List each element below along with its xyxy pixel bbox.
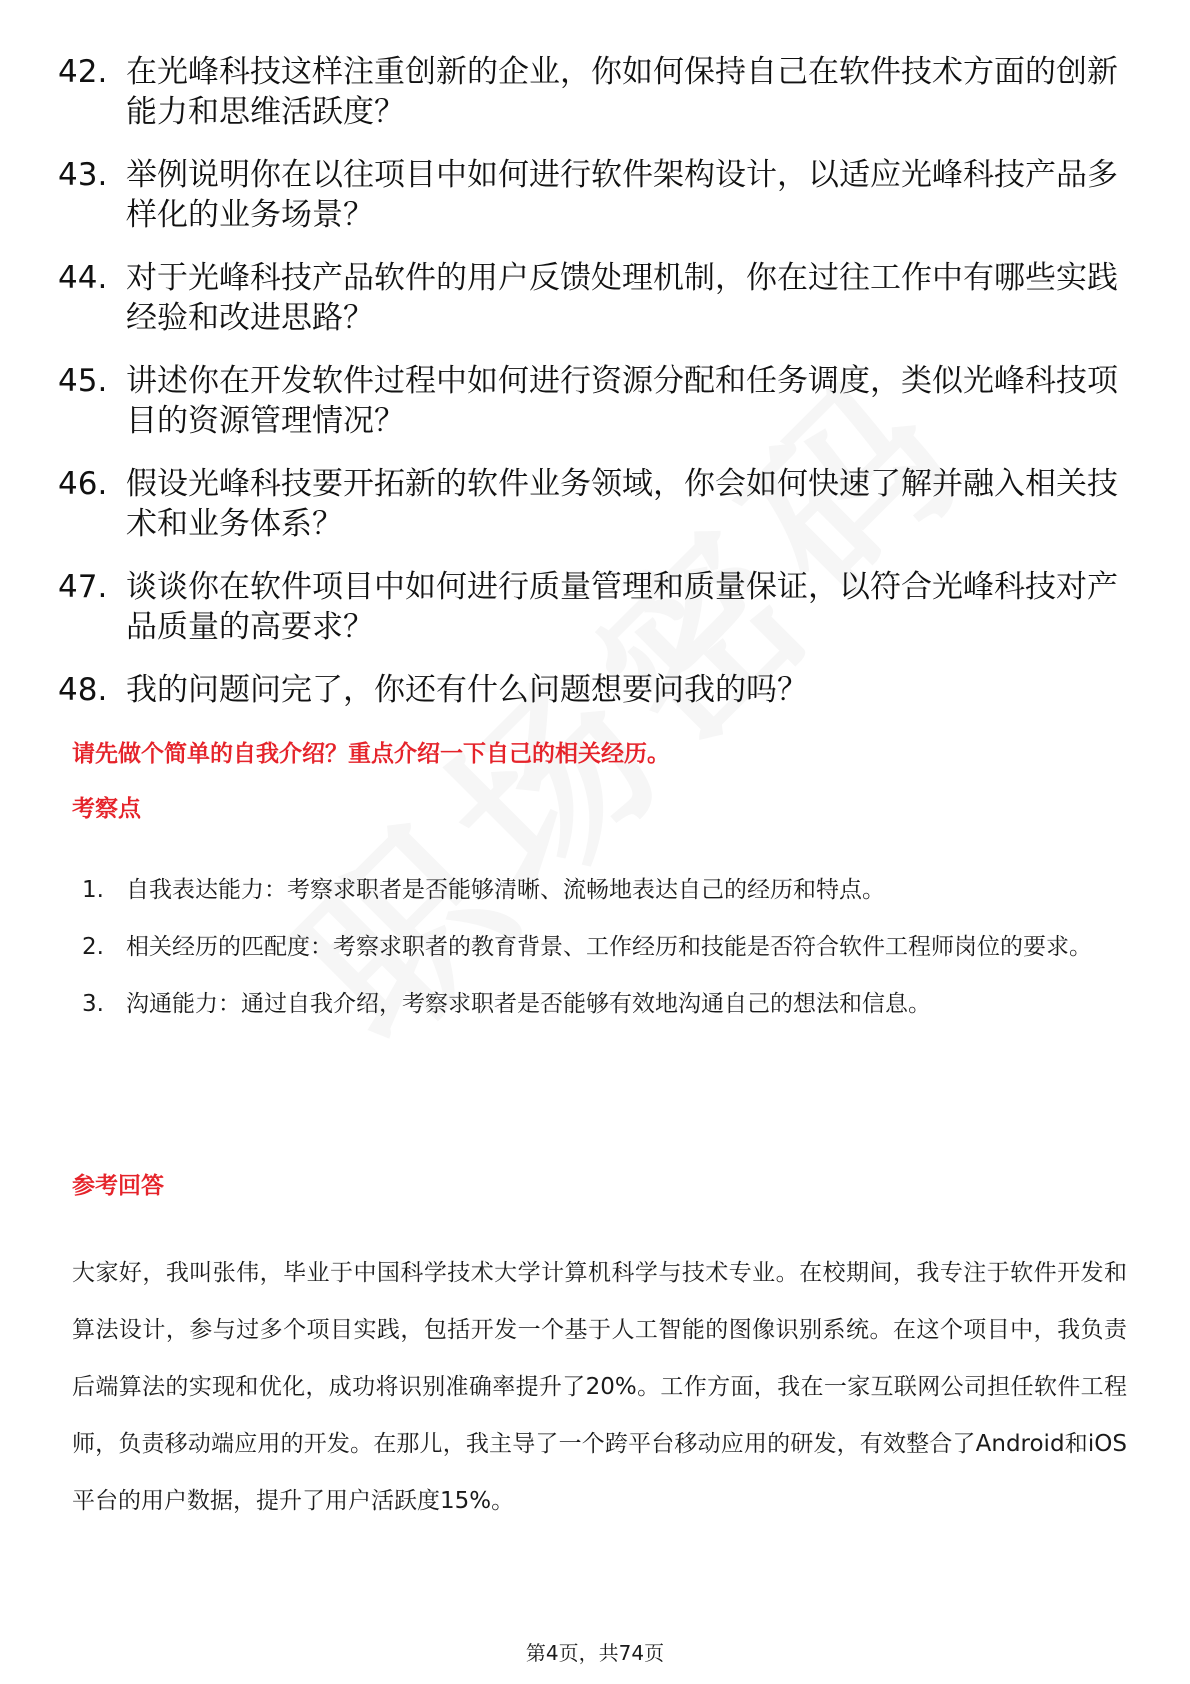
question-number: 45. — [58, 363, 108, 399]
exam-points-list — [82, 862, 1122, 1033]
question-item — [58, 155, 1118, 235]
question-item — [58, 52, 1118, 132]
featured-question-heading: 请先做个简单的自我介绍？重点介绍一下自己的相关经历。 — [72, 741, 670, 767]
question-text: 讲述你在开发软件过程中如何进行资源分配和任务调度，类似光峰科技项目的资源管理情况？ — [126, 363, 1118, 439]
question-item — [58, 567, 1118, 647]
question-list — [58, 52, 1118, 733]
question-item — [58, 464, 1118, 544]
question-number: 42. — [58, 54, 108, 90]
question-text: 假设光峰科技要开拓新的软件业务领域，你会如何快速了解并融入相关技术和业务体系？ — [126, 466, 1118, 542]
exam-point-text: 沟通能力：通过自我介绍，考察求职者是否能够有效地沟通自己的想法和信息。 — [126, 991, 931, 1017]
question-item — [58, 361, 1118, 441]
reference-answer-heading: 参考回答 — [72, 1173, 164, 1199]
exam-point-item — [82, 862, 1122, 919]
question-number: 48. — [58, 672, 108, 708]
question-text: 举例说明你在以往项目中如何进行软件架构设计，以适应光峰科技产品多样化的业务场景？ — [126, 157, 1118, 233]
exam-point-number: 2. — [82, 934, 104, 960]
question-item — [58, 258, 1118, 338]
question-text: 在光峰科技这样注重创新的企业，你如何保持自己在软件技术方面的创新能力和思维活跃度？ — [126, 54, 1118, 130]
question-text: 对于光峰科技产品软件的用户反馈处理机制，你在过往工作中有哪些实践经验和改进思路？ — [126, 260, 1118, 336]
question-item — [58, 670, 1118, 710]
exam-point-text: 相关经历的匹配度：考察求职者的教育背景、工作经历和技能是否符合软件工程师岗位的要求。 — [126, 934, 1092, 960]
reference-answer-body: 大家好，我叫张伟，毕业于中国科学技术大学计算机科学与技术专业。在校期间，我专注于软件开发和算法设计，参与过多个项目实践，包括开发一个基于人工智能的图像识别系统。在这个项目中，我负责后端算法的实现和优化，成功将识别准确率提升了20%。工作方面，我在一家互联网公司担任软件工程师，负责移动端应用的开发。在那儿，我主导了一个跨平台移动应用的研发，有效整合了Android和iOS平台的用户数据，提升了用户活跃度15%。 — [72, 1260, 1127, 1514]
question-number: 46. — [58, 466, 108, 502]
exam-point-number: 3. — [82, 991, 104, 1017]
question-number: 47. — [58, 569, 108, 605]
question-text: 我的问题问完了，你还有什么问题想要问我的吗？ — [126, 672, 808, 708]
exam-point-text: 自我表达能力：考察求职者是否能够清晰、流畅地表达自己的经历和特点。 — [126, 877, 885, 903]
exam-point-item — [82, 919, 1122, 976]
question-number: 44. — [58, 260, 108, 296]
exam-point-item — [82, 976, 1122, 1033]
question-text: 谈谈你在软件项目中如何进行质量管理和质量保证，以符合光峰科技对产品质量的高要求？ — [126, 569, 1118, 645]
page-footer: 第4页，共74页 — [525, 1641, 665, 1665]
question-number: 43. — [58, 157, 108, 193]
exam-point-number: 1. — [82, 877, 104, 903]
exam-points-heading: 考察点 — [72, 796, 141, 822]
